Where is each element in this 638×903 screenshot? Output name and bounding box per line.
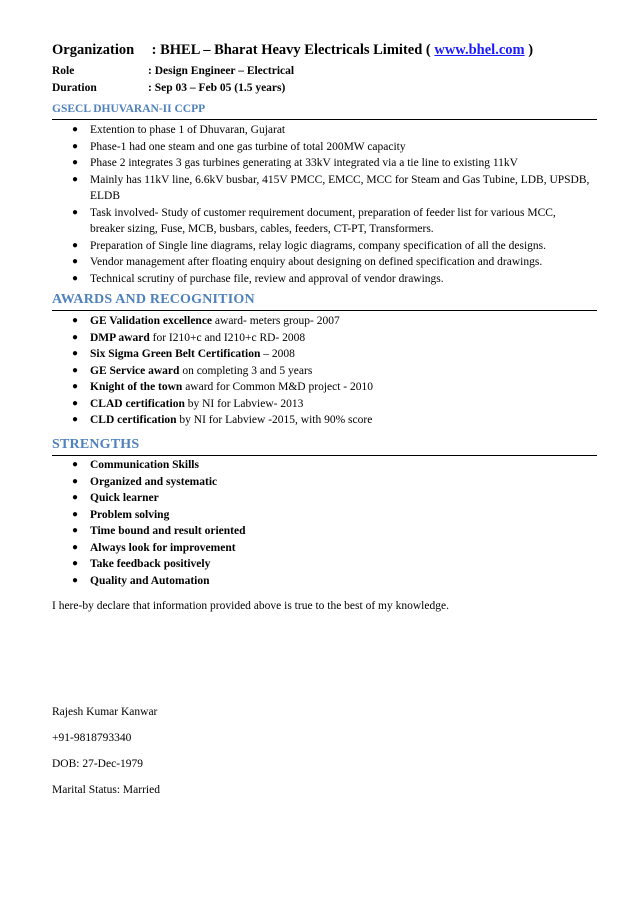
bullet-icon: ● bbox=[72, 364, 79, 376]
list-item: ● Problem solving bbox=[52, 507, 592, 524]
bullet-icon: ● bbox=[72, 459, 79, 470]
organization-suffix: ) bbox=[528, 42, 534, 58]
role-label: Role bbox=[52, 65, 75, 77]
bullet-icon: ● bbox=[72, 140, 79, 152]
list-item: ● Organized and systematic bbox=[52, 474, 592, 491]
bullet-icon: ● bbox=[72, 239, 79, 251]
strengths-divider bbox=[52, 455, 597, 456]
signature-marital-status: Marital Status: Married bbox=[52, 784, 160, 796]
list-item: ● Time bound and result oriented bbox=[52, 523, 592, 540]
signature-name: Rajesh Kumar Kanwar bbox=[52, 706, 158, 718]
list-item: ● Task involved- Study of customer requirement document, preparation of feeder list for various MCC, breaker sizing, Fuse, MCB, busbars, cables, feeders, CT-PT, Transformers. bbox=[72, 206, 556, 235]
list-item: ● Quick learner bbox=[52, 490, 592, 507]
organization-line bbox=[52, 42, 533, 59]
duration-label: Duration bbox=[52, 82, 97, 94]
list-item: ● CLAD certification by NI for Labview- 2013 bbox=[52, 396, 592, 413]
organization-label: Organization bbox=[52, 42, 135, 58]
strengths-list bbox=[52, 457, 592, 589]
bullet-icon: ● bbox=[72, 381, 79, 392]
bullet-icon: ● bbox=[72, 173, 79, 185]
bullet-icon: ● bbox=[72, 574, 79, 586]
list-item: ● Mainly has 11kV line, 6.6kV busbar, 415V PMCC, EMCC, MCC for Steam and Gas Tubine, LDB, UPSDB, ELDB bbox=[72, 173, 590, 202]
bullet-icon: ● bbox=[72, 272, 79, 284]
list-item: ● Take feedback positively bbox=[52, 556, 592, 573]
bullet-icon: ● bbox=[72, 541, 79, 553]
list-item: ● Phase 2 integrates 3 gas turbines generating at 33kV integrated via a tie line to existing 11kV bbox=[52, 155, 592, 172]
bullet-icon: ● bbox=[72, 256, 79, 267]
project-title: GSECL DHUVARAN-II CCPP bbox=[52, 103, 206, 115]
list-item: ● DMP award for I210+c and I210+c RD- 2008 bbox=[52, 330, 592, 347]
list-item: ● Phase-1 had one steam and one gas turbine of total 200MW capacity bbox=[52, 139, 592, 156]
organization-name: : BHEL – Bharat Heavy Electricals Limited ( bbox=[151, 42, 431, 58]
list-item: ● Always look for improvement bbox=[52, 540, 592, 557]
signature-dob: DOB: 27-Dec-1979 bbox=[52, 758, 144, 770]
bullet-icon: ● bbox=[72, 508, 79, 520]
project-divider bbox=[52, 119, 597, 120]
bullet-icon: ● bbox=[72, 558, 79, 569]
list-item: ● GE Validation excellence award- meters group- 2007 bbox=[52, 313, 592, 330]
bullet-icon: ● bbox=[72, 331, 79, 343]
awards-divider bbox=[52, 310, 597, 311]
bullet-icon: ● bbox=[72, 315, 79, 326]
list-item: ● Quality and Automation bbox=[52, 573, 592, 590]
project-list bbox=[52, 122, 592, 287]
list-item: ● Extention to phase 1 of Dhuvaran, Gujarat bbox=[52, 122, 592, 139]
duration-value: : Sep 03 – Feb 05 (1.5 years) bbox=[148, 82, 286, 94]
list-item: ● Communication Skills bbox=[52, 457, 592, 474]
list-item: ● Preparation of Single line diagrams, relay logic diagrams, company specification of all the designs. bbox=[52, 238, 592, 255]
bullet-icon: ● bbox=[72, 397, 79, 409]
list-item: ● CLD certification by NI for Labview -2015, with 90% score bbox=[52, 412, 592, 429]
bullet-icon: ● bbox=[72, 348, 79, 359]
organization-website-link[interactable]: www.bhel.com bbox=[434, 42, 525, 58]
declaration-text: I here-by declare that information provided above is true to the best of my knowledge. bbox=[52, 600, 449, 612]
strengths-heading: STRENGTHS bbox=[52, 437, 140, 452]
duration-line bbox=[52, 82, 285, 94]
bullet-icon: ● bbox=[72, 414, 79, 425]
bullet-icon: ● bbox=[72, 525, 79, 536]
list-item: ● Six Sigma Green Belt Certification – 2008 bbox=[52, 346, 592, 363]
bullet-icon: ● bbox=[72, 206, 79, 218]
bullet-icon: ● bbox=[72, 124, 79, 135]
bullet-icon: ● bbox=[72, 475, 79, 487]
awards-heading: AWARDS AND RECOGNITION bbox=[52, 292, 255, 307]
role-value: : Design Engineer – Electrical bbox=[148, 65, 295, 77]
list-item: ● Vendor management after floating enquiry about designing on defined specification and drawings. bbox=[52, 254, 592, 271]
list-item: ● GE Service award on completing 3 and 5 years bbox=[52, 363, 592, 380]
role-line bbox=[52, 65, 294, 77]
signature-phone: +91-9818793340 bbox=[52, 732, 132, 744]
bullet-icon: ● bbox=[72, 492, 79, 503]
awards-list bbox=[52, 313, 592, 429]
bullet-icon: ● bbox=[72, 157, 79, 168]
list-item: ● Technical scrutiny of purchase file, review and approval of vendor drawings. bbox=[52, 271, 592, 288]
list-item: ● Knight of the town award for Common M&D project - 2010 bbox=[52, 379, 592, 396]
